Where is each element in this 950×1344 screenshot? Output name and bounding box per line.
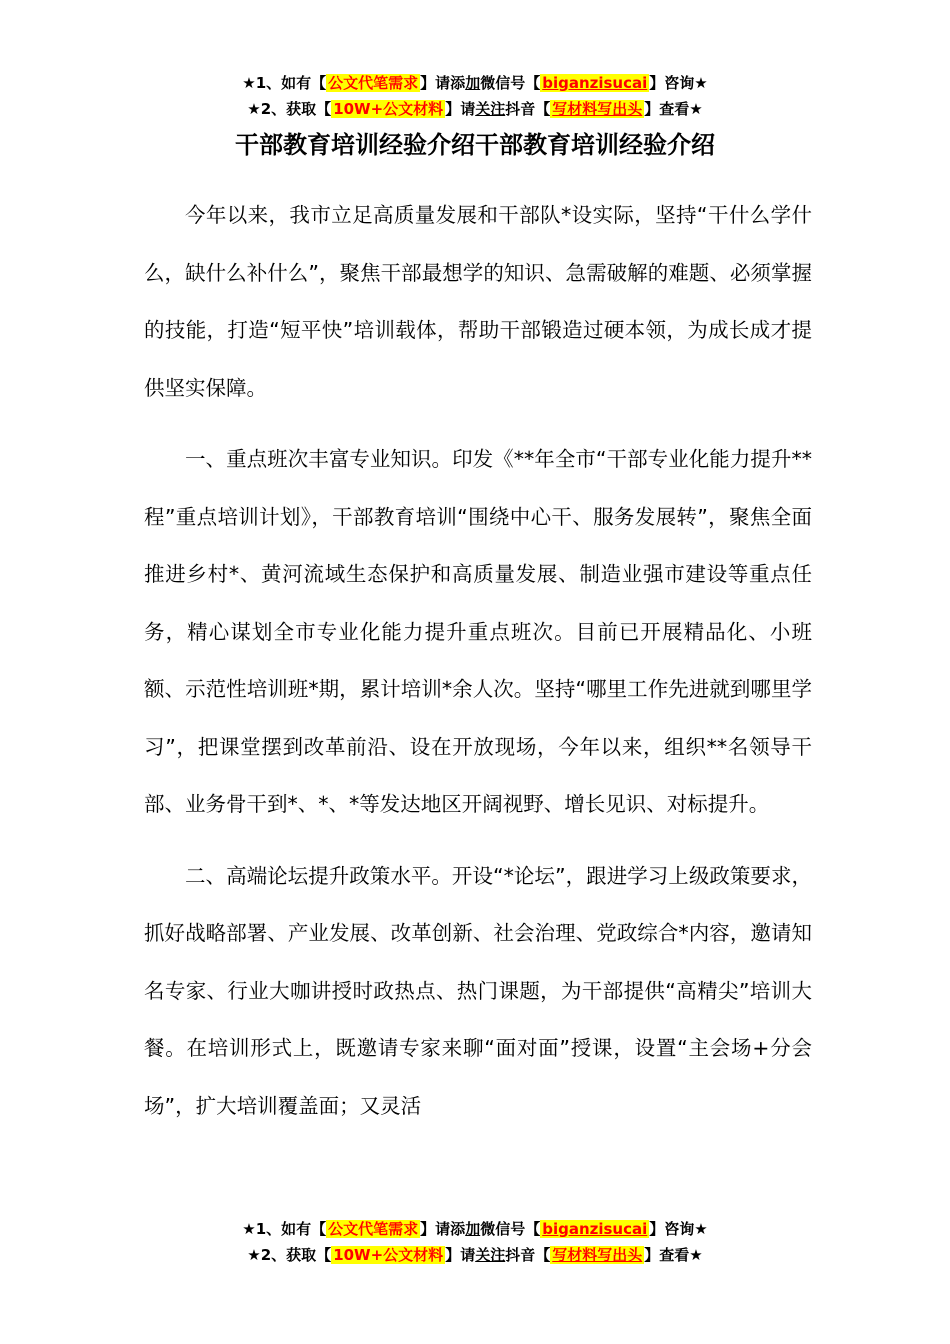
footer-notice-line-2 [0,1242,950,1268]
footer-line-2-middle-b: 抖音【 [505,1246,551,1264]
footer-line-1-underlined: 加 [465,1220,481,1238]
footer-notice [0,1216,950,1268]
notice-line-2-underlined: 关注 [475,100,506,118]
notice-line-2-suffix: 】查看★ [644,100,703,118]
header-notice [0,70,950,122]
notice-line-2-middle-a: 】请 [445,100,476,118]
footer-line-1-highlight-wechat: biganzisucai [542,1220,648,1238]
footer-line-2-underlined: 关注 [475,1246,506,1264]
footer-line-2-highlight-douyin: 写材料写出头 [552,1246,643,1264]
notice-line-1-suffix: 】咨询★ [649,74,708,92]
paragraph-section-2: 二、高端论坛提升政策水平。开设“*论坛”，跟进学习上级政策要求，抓好战略部署、产业发展、改革创新、社会治理、党政综合*内容，邀请知名专家、行业大咖讲授时政热点、热门课题，为干部提供“高精尖”培训大餐。在培训形式上，既邀请专家来聊“面对面”授课，设置“主会场+分会场”，扩大培训覆盖面；又灵活 [144,863,812,1118]
notice-line-2-highlight-douyin: 写材料写出头 [552,100,643,118]
footer-notice-line-1 [0,1216,950,1242]
footer-line-1-suffix: 】咨询★ [649,1220,708,1238]
footer-line-1-prefix: ★1、如有【 [242,1220,327,1238]
notice-line-2-highlight-materials: 10W+公文材料 [333,100,444,118]
footer-line-1-middle-b: 微信号【 [480,1220,541,1238]
footer-line-2-prefix: ★2、获取【 [247,1246,332,1264]
notice-line-2-prefix: ★2、获取【 [247,100,332,118]
footer-line-1-middle-a: 】请添 [420,1220,466,1238]
notice-line-1-highlight-wechat: biganzisucai [542,74,648,92]
notice-line-1-highlight-service: 公文代笔需求 [328,74,419,92]
notice-line-1-prefix: ★1、如有【 [242,74,327,92]
paragraph-section-1: 一、重点班次丰富专业知识。印发《**年全市“干部专业化能力提升**程”重点培训计划》，干部教育培训“围绕中心干、服务发展转”，聚焦全面推进乡村*、黄河流域生态保护和高质量发展、制造业强市建设等重点任务，精心谋划全市专业化能力提升重点班次。目前已开展精品化、小班额、示范性培训班*期，累计培训*余人次。坚持“哪里工作先进就到哪里学习”，把课堂摆到改革前沿、设在开放现场，今年以来，组织**名领导干部、业务骨干到*、*、*等发达地区开阔视野、增长见识、对标提升。 [144,447,812,816]
paragraph-intro: 今年以来，我市立足高质量发展和干部队*设实际，坚持“干什么学什么，缺什么补什么”，聚焦干部最想学的知识、急需破解的难题、必须掌握的技能，打造“短平快”培训载体，帮助干部锻造过硬本领，为成长成才提供坚实保障。 [144,203,812,400]
notice-line-2-middle-b: 抖音【 [505,100,551,118]
notice-line-1 [0,70,950,96]
footer-line-2-suffix: 】查看★ [644,1246,703,1264]
notice-line-1-middle-b: 微信号【 [480,74,541,92]
notice-line-2 [0,96,950,122]
footer-line-2-middle-a: 】请 [445,1246,476,1264]
footer-line-2-highlight-materials: 10W+公文材料 [333,1246,444,1264]
document-body [144,187,812,1135]
document-title: 干部教育培训经验介绍干部教育培训经验介绍 [235,131,715,159]
footer-line-1-highlight-service: 公文代笔需求 [328,1220,419,1238]
notice-line-1-underlined: 加 [465,74,481,92]
notice-line-1-middle-a: 】请添 [420,74,466,92]
